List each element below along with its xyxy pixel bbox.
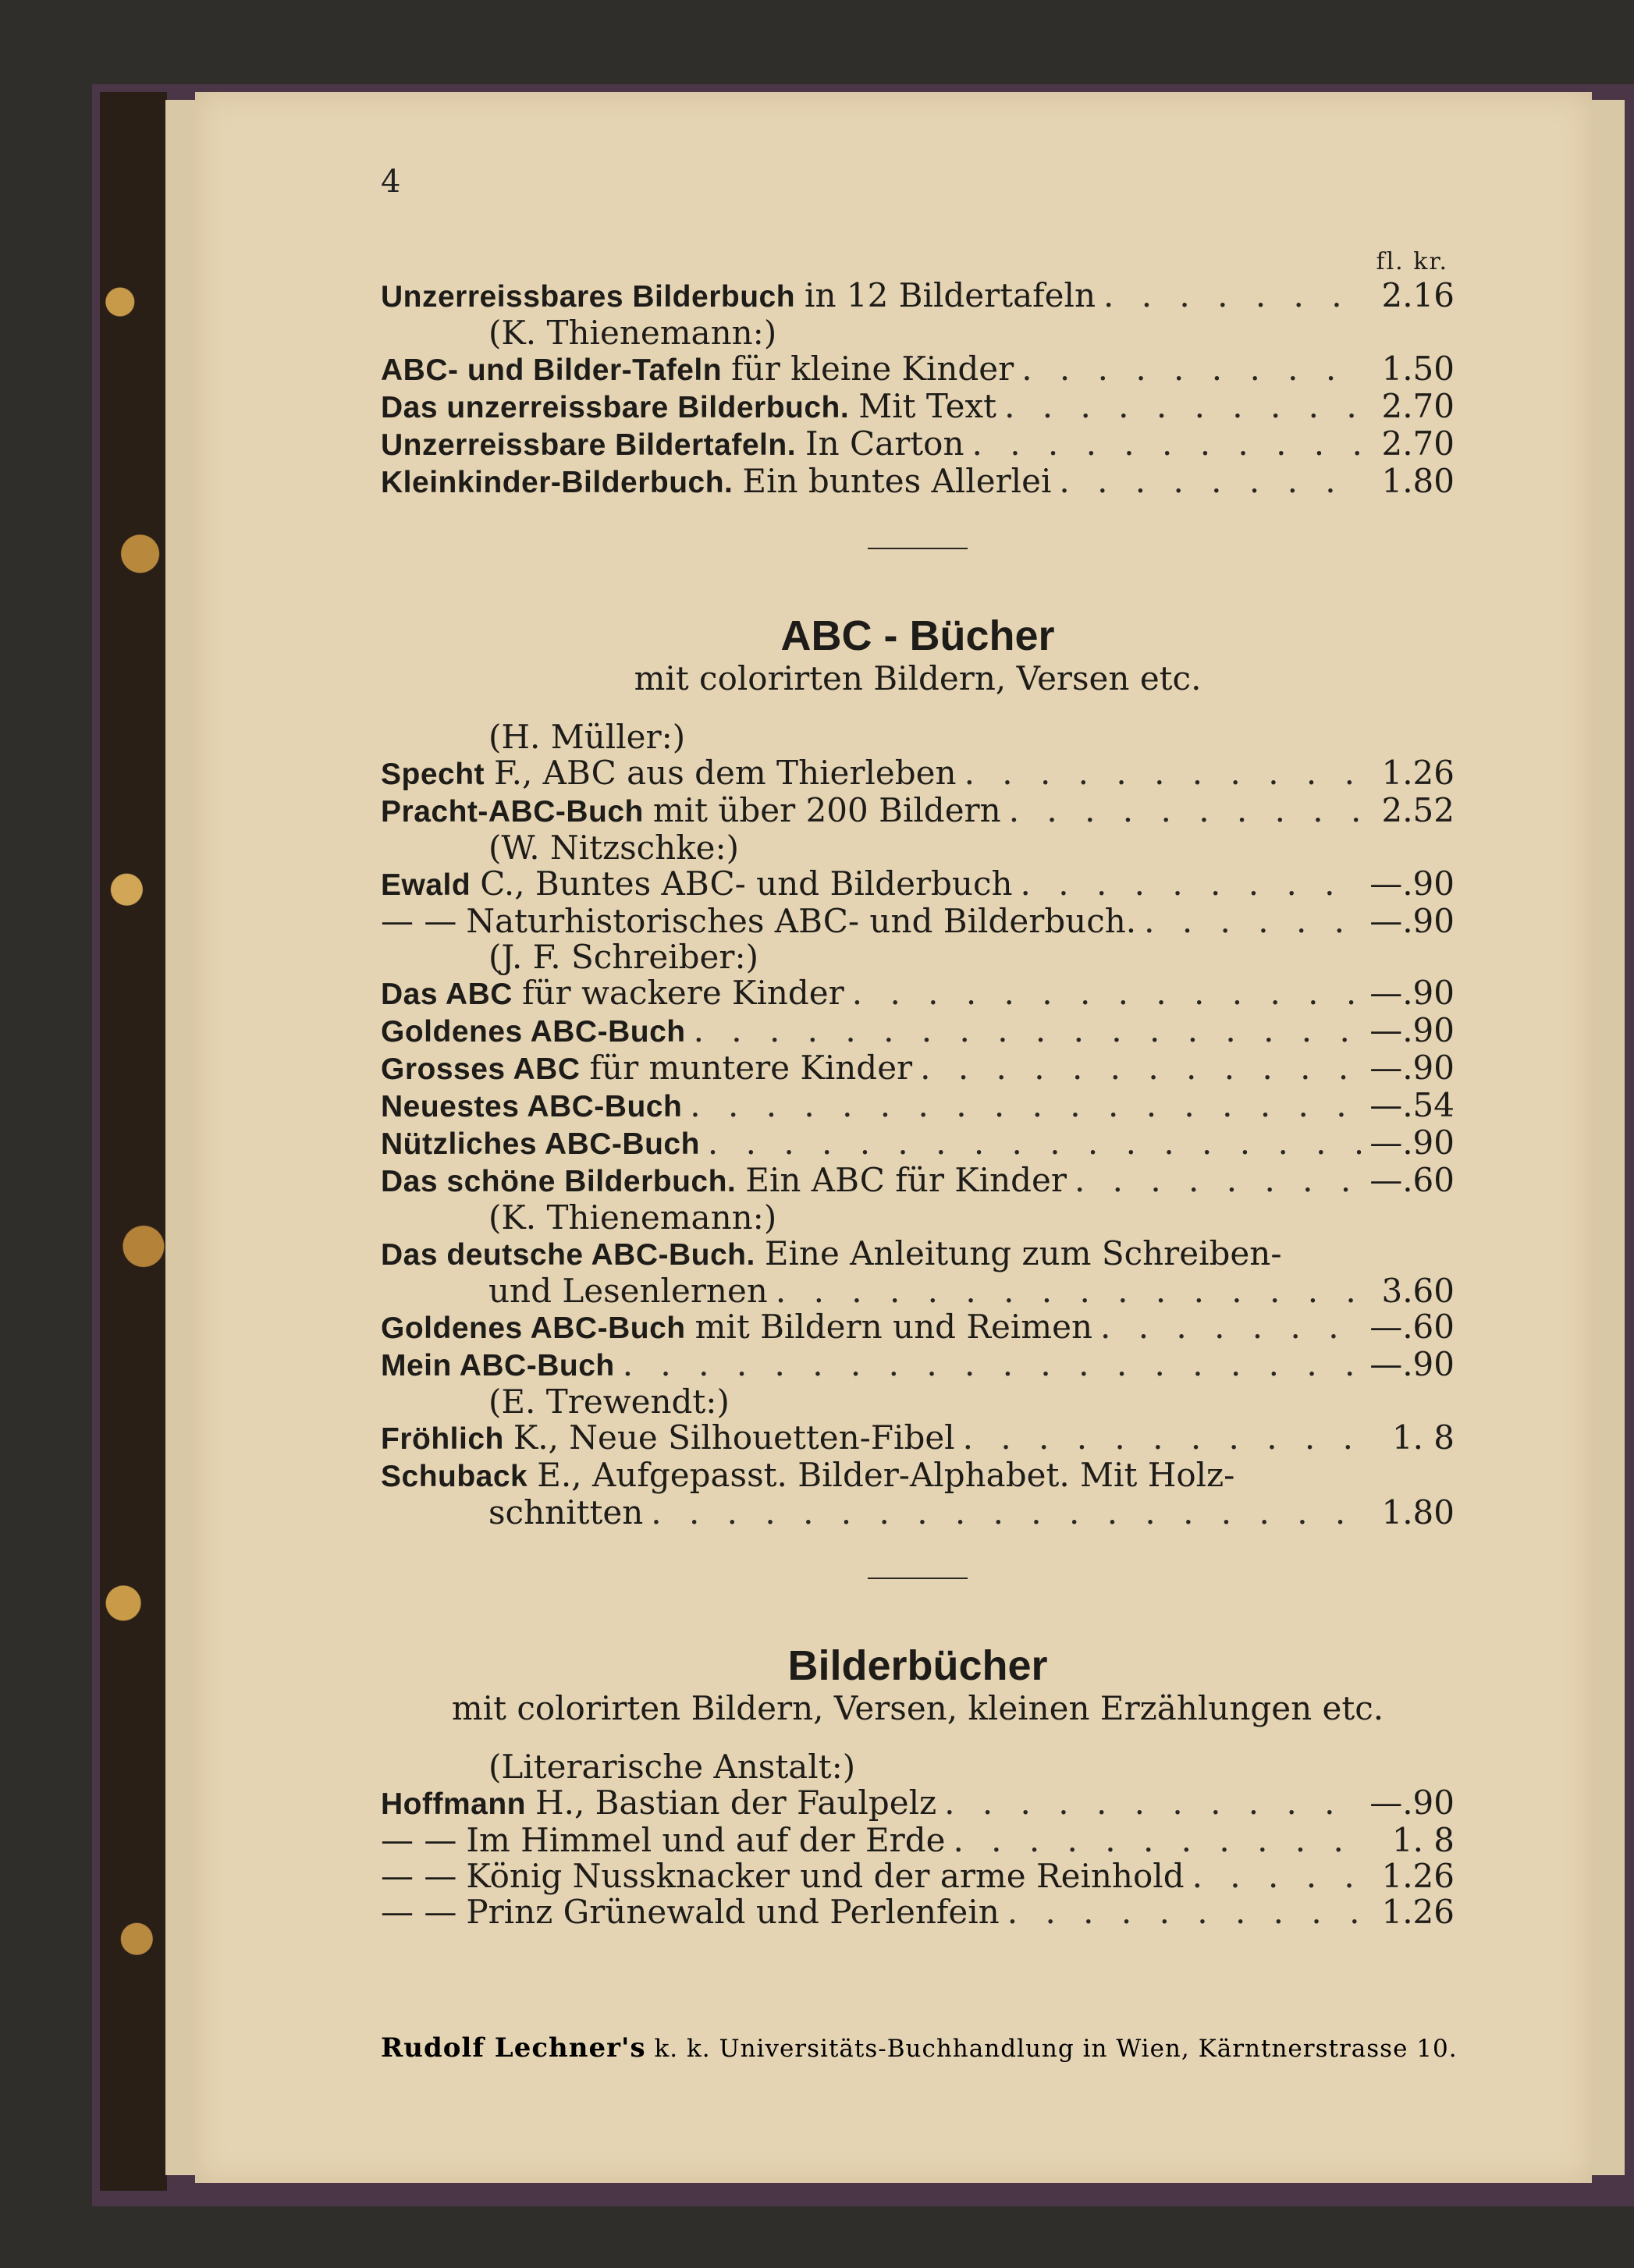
entry-description: F., ABC aus dem Thierleben: [494, 754, 957, 792]
catalog-entry: [381, 278, 1455, 315]
entry-title: Pracht-ABC-Buch: [381, 795, 644, 829]
catalog-entry: [381, 1088, 1455, 1125]
entry-description: Naturhistorisches ABC- und Bilderbuch.: [466, 902, 1137, 940]
dot-leader: [1192, 1858, 1361, 1894]
dot-leader: [776, 1273, 1361, 1309]
entry-title: Ewald: [381, 868, 471, 902]
entry-ditto-dash: — —: [381, 902, 457, 940]
entry-title: Kleinkinder-Bilderbuch.: [381, 466, 734, 499]
entry-title: Schuback: [381, 1460, 528, 1493]
section-heading-bilderbuecher: Bilderbücher: [787, 1642, 1048, 1689]
entry-description: E., Aufgepasst. Bilder-Alphabet. Mit Holz-: [537, 1456, 1235, 1494]
catalog-entry: [381, 1858, 1455, 1894]
entry-price: 2.70: [1381, 424, 1455, 463]
catalog-entry: [381, 1457, 1455, 1495]
entry-price: —.90: [1369, 1123, 1455, 1162]
entry-title: Das deutsche ABC-Buch.: [381, 1238, 755, 1272]
entry-title: Das unzerreissbare Bilderbuch.: [381, 391, 850, 424]
entry-title: Goldenes ABC-Buch: [381, 1015, 686, 1049]
entry-title: Grosses ABC: [381, 1052, 581, 1086]
entry-price: —.60: [1369, 1161, 1455, 1199]
entry-description: In Carton: [805, 424, 964, 463]
book-spine-marbled: [100, 92, 167, 2191]
entry-title: Unzerreissbares Bilderbuch: [381, 280, 796, 314]
footer-address: k. k. Universitäts-Buchhandlung in Wien, Kärntnerstrasse 10.: [654, 2035, 1458, 2063]
entry-description: Mit Text: [858, 387, 997, 425]
dot-leader: [964, 755, 1361, 791]
dot-leader: [708, 1125, 1361, 1161]
dot-leader: [1021, 866, 1361, 902]
catalog-entry: [381, 903, 1455, 939]
dot-leader: [694, 1013, 1361, 1049]
entry-price: —.90: [1369, 974, 1455, 1012]
dot-leader: [690, 1088, 1361, 1123]
dot-leader: [651, 1495, 1361, 1531]
dot-leader: [1103, 278, 1361, 314]
publisher-label: (Literarische Anstalt:): [488, 1748, 856, 1786]
catalog-entry: [381, 755, 1455, 793]
catalog-entry: [381, 1785, 1455, 1823]
dot-leader: [1009, 793, 1361, 829]
entry-price: 1.80: [1381, 1493, 1455, 1532]
entry-price: 2.52: [1381, 791, 1455, 829]
section-subheading-abc: mit colorirten Bildern, Versen etc.: [634, 659, 1202, 697]
catalog-entry: [381, 1050, 1455, 1088]
entry-price: —.90: [1369, 1345, 1455, 1383]
catalog-entry: [381, 463, 1455, 501]
entry-price: 1. 8: [1391, 1418, 1455, 1457]
entry-price: 1.26: [1381, 1893, 1455, 1931]
catalog-entry: [381, 1823, 1455, 1858]
entry-price: 2.70: [1381, 387, 1455, 425]
dot-leader: [1075, 1162, 1361, 1198]
entry-description-continued: schnitten: [488, 1493, 644, 1532]
catalog-entry: [381, 1162, 1455, 1200]
entry-ditto-dash: — —: [381, 1821, 457, 1859]
footer-publisher-name: Rudolf Lechner's: [381, 2032, 646, 2064]
section-picture-books: [381, 1749, 1455, 1930]
section-subheading-bilderbuecher: mit colorirten Bildern, Versen, kleinen Erzählungen etc.: [451, 1689, 1384, 1727]
section-abc-books: [381, 719, 1455, 1531]
catalog-entry-continuation: [381, 1495, 1455, 1531]
catalog-entry: [381, 1309, 1455, 1347]
publisher-label: (E. Trewendt:): [488, 1382, 730, 1421]
entry-title: Neuestes ABC-Buch: [381, 1090, 683, 1123]
entry-description: Ein ABC für Kinder: [745, 1161, 1067, 1199]
entry-description: mit über 200 Bildern: [652, 791, 1001, 829]
entry-description: K., Neue Silhouetten-Fibel: [513, 1418, 955, 1457]
dot-leader: [1004, 389, 1361, 424]
section-unzerreissbar: [381, 278, 1455, 501]
dot-leader: [972, 426, 1362, 462]
dot-leader: [623, 1347, 1361, 1382]
entry-title: Specht: [381, 758, 485, 791]
entry-price: 1.50: [1381, 350, 1455, 388]
section-heading-abc: ABC - Bücher: [780, 612, 1055, 659]
entry-price: —.90: [1369, 1784, 1455, 1822]
dot-leader: [1021, 351, 1361, 387]
catalog-entry: [381, 1894, 1455, 1930]
catalog-entry: [381, 351, 1455, 389]
entry-description: Ein buntes Allerlei: [742, 462, 1052, 500]
entry-title: Goldenes ABC-Buch: [381, 1311, 686, 1345]
entry-description: für kleine Kinder: [731, 350, 1014, 388]
entry-price: —.54: [1369, 1086, 1455, 1124]
catalog-content: [381, 248, 1455, 1930]
entry-title: Das ABC: [381, 978, 513, 1011]
catalog-entry: [381, 866, 1455, 903]
entry-price: 1.26: [1381, 1857, 1455, 1895]
entry-description: C., Buntes ABC- und Bilderbuch: [480, 864, 1013, 903]
entry-price: —.90: [1369, 902, 1455, 940]
entry-price: 1. 8: [1391, 1821, 1455, 1859]
catalog-entry: [381, 975, 1455, 1013]
entry-title: Nützliches ABC-Buch: [381, 1127, 700, 1161]
entry-title: Unzerreissbare Bildertafeln.: [381, 428, 797, 462]
entry-price: —.90: [1369, 864, 1455, 903]
entry-ditto-dash: — —: [381, 1893, 457, 1931]
entry-price: 3.60: [1381, 1272, 1455, 1310]
entry-description: für wackere Kinder: [521, 974, 844, 1012]
catalog-entry: [381, 1125, 1455, 1162]
catalog-entry: [381, 1236, 1455, 1273]
entry-title: ABC- und Bilder-Tafeln: [381, 353, 723, 387]
page-number: 4: [381, 164, 401, 200]
entry-ditto-dash: — —: [381, 1857, 457, 1895]
publisher-label: (H. Müller:): [488, 718, 686, 756]
dot-leader: [963, 1420, 1361, 1456]
dot-leader: [944, 1785, 1361, 1821]
dot-leader: [1144, 903, 1361, 939]
entry-description: mit Bildern und Reimen: [694, 1308, 1092, 1346]
entry-description: für muntere Kinder: [589, 1049, 913, 1087]
entry-description: in 12 Bildertafeln: [805, 276, 1096, 314]
publisher-label: (K. Thienemann:): [488, 1198, 777, 1237]
entry-price: —.90: [1369, 1011, 1455, 1049]
catalog-entry-continuation: [381, 1273, 1455, 1309]
entry-title: Mein ABC-Buch: [381, 1349, 615, 1382]
entry-description: H., Bastian der Faulpelz: [535, 1784, 937, 1822]
catalog-entry: [381, 389, 1455, 426]
dot-leader: [1007, 1894, 1361, 1930]
catalog-entry: [381, 1420, 1455, 1457]
entry-description: König Nussknacker und der arme Reinhold: [466, 1857, 1185, 1895]
entry-price: 1.80: [1381, 462, 1455, 500]
currency-header: fl. kr.: [1376, 248, 1448, 275]
publisher-footer: [381, 2032, 1458, 2064]
dot-leader: [920, 1050, 1361, 1086]
publisher-label: (W. Nitzschke:): [488, 829, 740, 867]
entry-title: Fröhlich: [381, 1422, 504, 1456]
entry-description: Eine Anleitung zum Schreiben-: [764, 1234, 1282, 1272]
entry-title: Hoffmann: [381, 1787, 526, 1821]
dot-leader: [953, 1823, 1361, 1858]
entry-price: —.60: [1369, 1308, 1455, 1346]
entry-price: 1.26: [1381, 754, 1455, 792]
catalog-entry: [381, 426, 1455, 463]
dot-leader: [852, 975, 1361, 1011]
publisher-label: (J. F. Schreiber:): [488, 938, 759, 976]
dot-leader: [1059, 463, 1361, 499]
entry-description: Prinz Grünewald und Perlenfein: [466, 1893, 1000, 1931]
entry-description-continued: und Lesenlernen: [488, 1272, 768, 1310]
entry-title: Das schöne Bilderbuch.: [381, 1165, 737, 1198]
catalog-entry: [381, 1347, 1455, 1384]
publisher-label: (K. Thienemann:): [488, 314, 777, 352]
entry-price: 2.16: [1381, 276, 1455, 314]
entry-price: —.90: [1369, 1049, 1455, 1087]
dot-leader: [1100, 1309, 1361, 1345]
entry-description: Im Himmel und auf der Erde: [466, 1821, 946, 1859]
catalog-entry: [381, 1013, 1455, 1050]
catalog-entry: [381, 793, 1455, 830]
